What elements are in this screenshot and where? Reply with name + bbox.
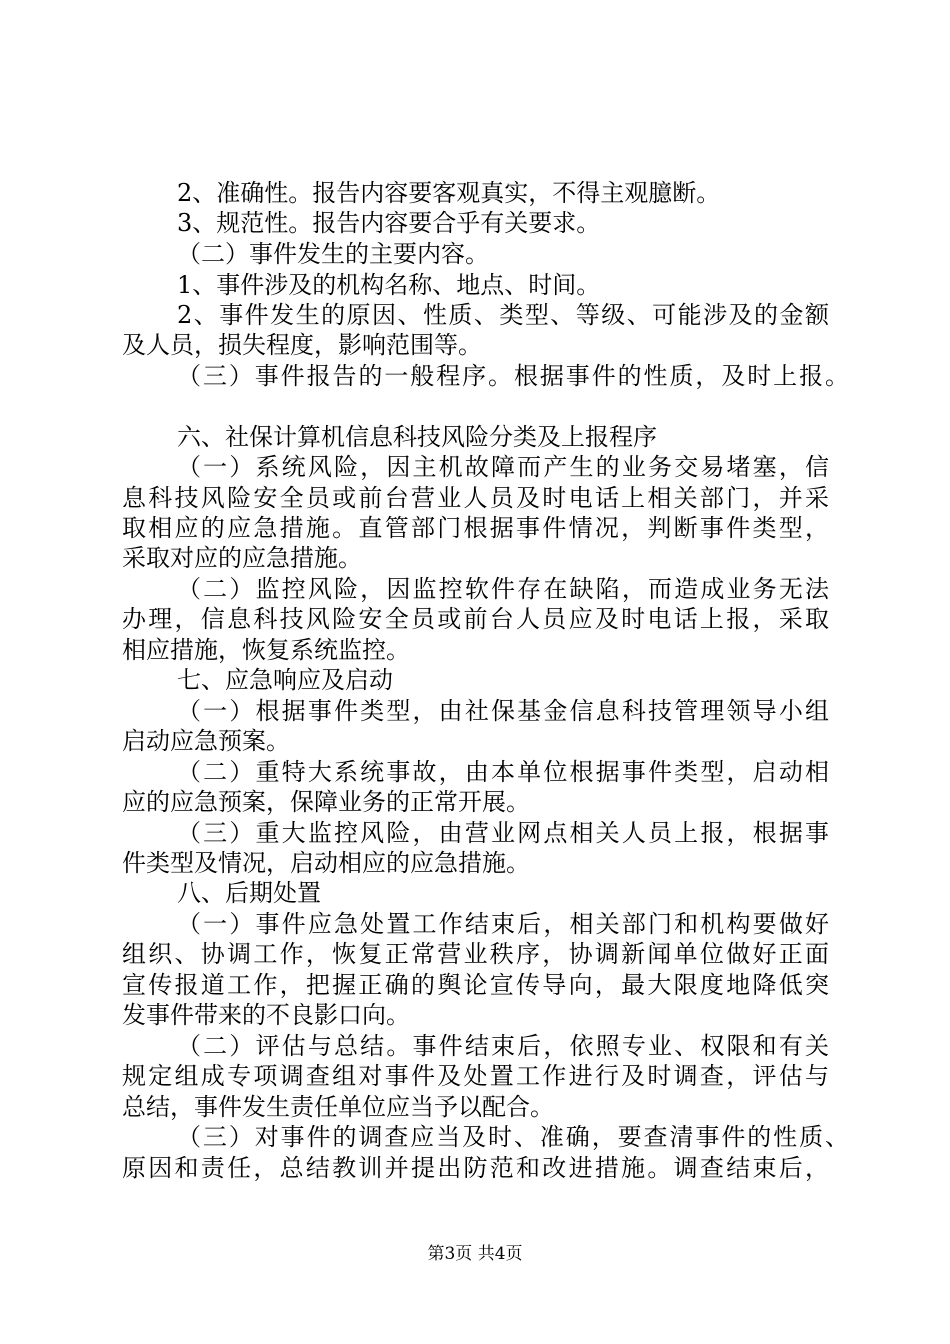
section-heading: 八、后期处置 xyxy=(177,879,321,907)
text-line: （一）根据事件类型，由社保基金信息科技管理领导小组 xyxy=(177,697,829,725)
text-line: 件类型及情况，启动相应的应急措施。 xyxy=(122,849,530,877)
text-line: 发事件带来的不良影口向。 xyxy=(122,1001,410,1029)
text-line: 息科技风险安全员或前台营业人员及时电话上相关部门，并采 xyxy=(122,484,829,512)
text-line: 取相应的应急措施。直管部门根据事件情况，判断事件类型， xyxy=(122,514,829,542)
text-line: 2、事件发生的原因、性质、类型、等级、可能涉及的金额 xyxy=(177,301,829,329)
text-line: 采取对应的应急措施。 xyxy=(122,544,362,572)
text-line: 原因和责任，总结教训并提出防范和改进措施。调查结束后， xyxy=(122,1154,829,1182)
text-line: （三）对事件的调查应当及时、准确，要查清事件的性质、 xyxy=(177,1123,849,1151)
text-line: （二）重特大系统事故，由本单位根据事件类型，启动相 xyxy=(177,758,829,786)
text-line: （二）评估与总结。事件结束后，依照专业、权限和有关 xyxy=(177,1032,829,1060)
text-line: 宣传报道工作，把握正确的舆论宣传导向，最大限度地降低突 xyxy=(122,971,829,999)
section-heading: 七、应急响应及启动 xyxy=(177,666,393,694)
text-line: 组织、协调工作，恢复正常营业秩序，协调新闻单位做好正面 xyxy=(122,940,829,968)
text-line: （二）监控风险，因监控软件存在缺陷，而造成业务无法 xyxy=(177,575,829,603)
page-footer: 第3页 共4页 xyxy=(427,1244,523,1264)
text-line: 1、事件涉及的机构名称、地点、时间。 xyxy=(177,271,601,299)
text-line: （三）事件报告的一般程序。根据事件的性质，及时上报。 xyxy=(177,362,849,390)
text-line: 2、准确性。报告内容要客观真实，不得主观臆断。 xyxy=(177,179,721,207)
text-line: （一）事件应急处置工作结束后，相关部门和机构要做好 xyxy=(177,910,829,938)
text-line: （三）重大监控风险，由营业网点相关人员上报，根据事 xyxy=(177,819,829,847)
text-line: 总结，事件发生责任单位应当予以配合。 xyxy=(122,1093,554,1121)
text-line: 3、规范性。报告内容要合乎有关要求。 xyxy=(177,209,601,237)
text-line: （二）事件发生的主要内容。 xyxy=(177,240,489,268)
text-line: 相应措施，恢复系统监控。 xyxy=(122,636,410,664)
text-line: 应的应急预案，保障业务的正常开展。 xyxy=(122,788,530,816)
text-line: 启动应急预案。 xyxy=(122,727,290,755)
text-line: 规定组成专项调查组对事件及处置工作进行及时调查，评估与 xyxy=(122,1062,829,1090)
text-line: （一）系统风险，因主机故障而产生的业务交易堵塞，信 xyxy=(177,453,829,481)
section-heading: 六、社保计算机信息科技风险分类及上报程序 xyxy=(177,423,657,451)
text-line: 办理，信息科技风险安全员或前台人员应及时电话上报，采取 xyxy=(122,605,829,633)
text-line: 及人员，损失程度，影响范围等。 xyxy=(122,331,482,359)
